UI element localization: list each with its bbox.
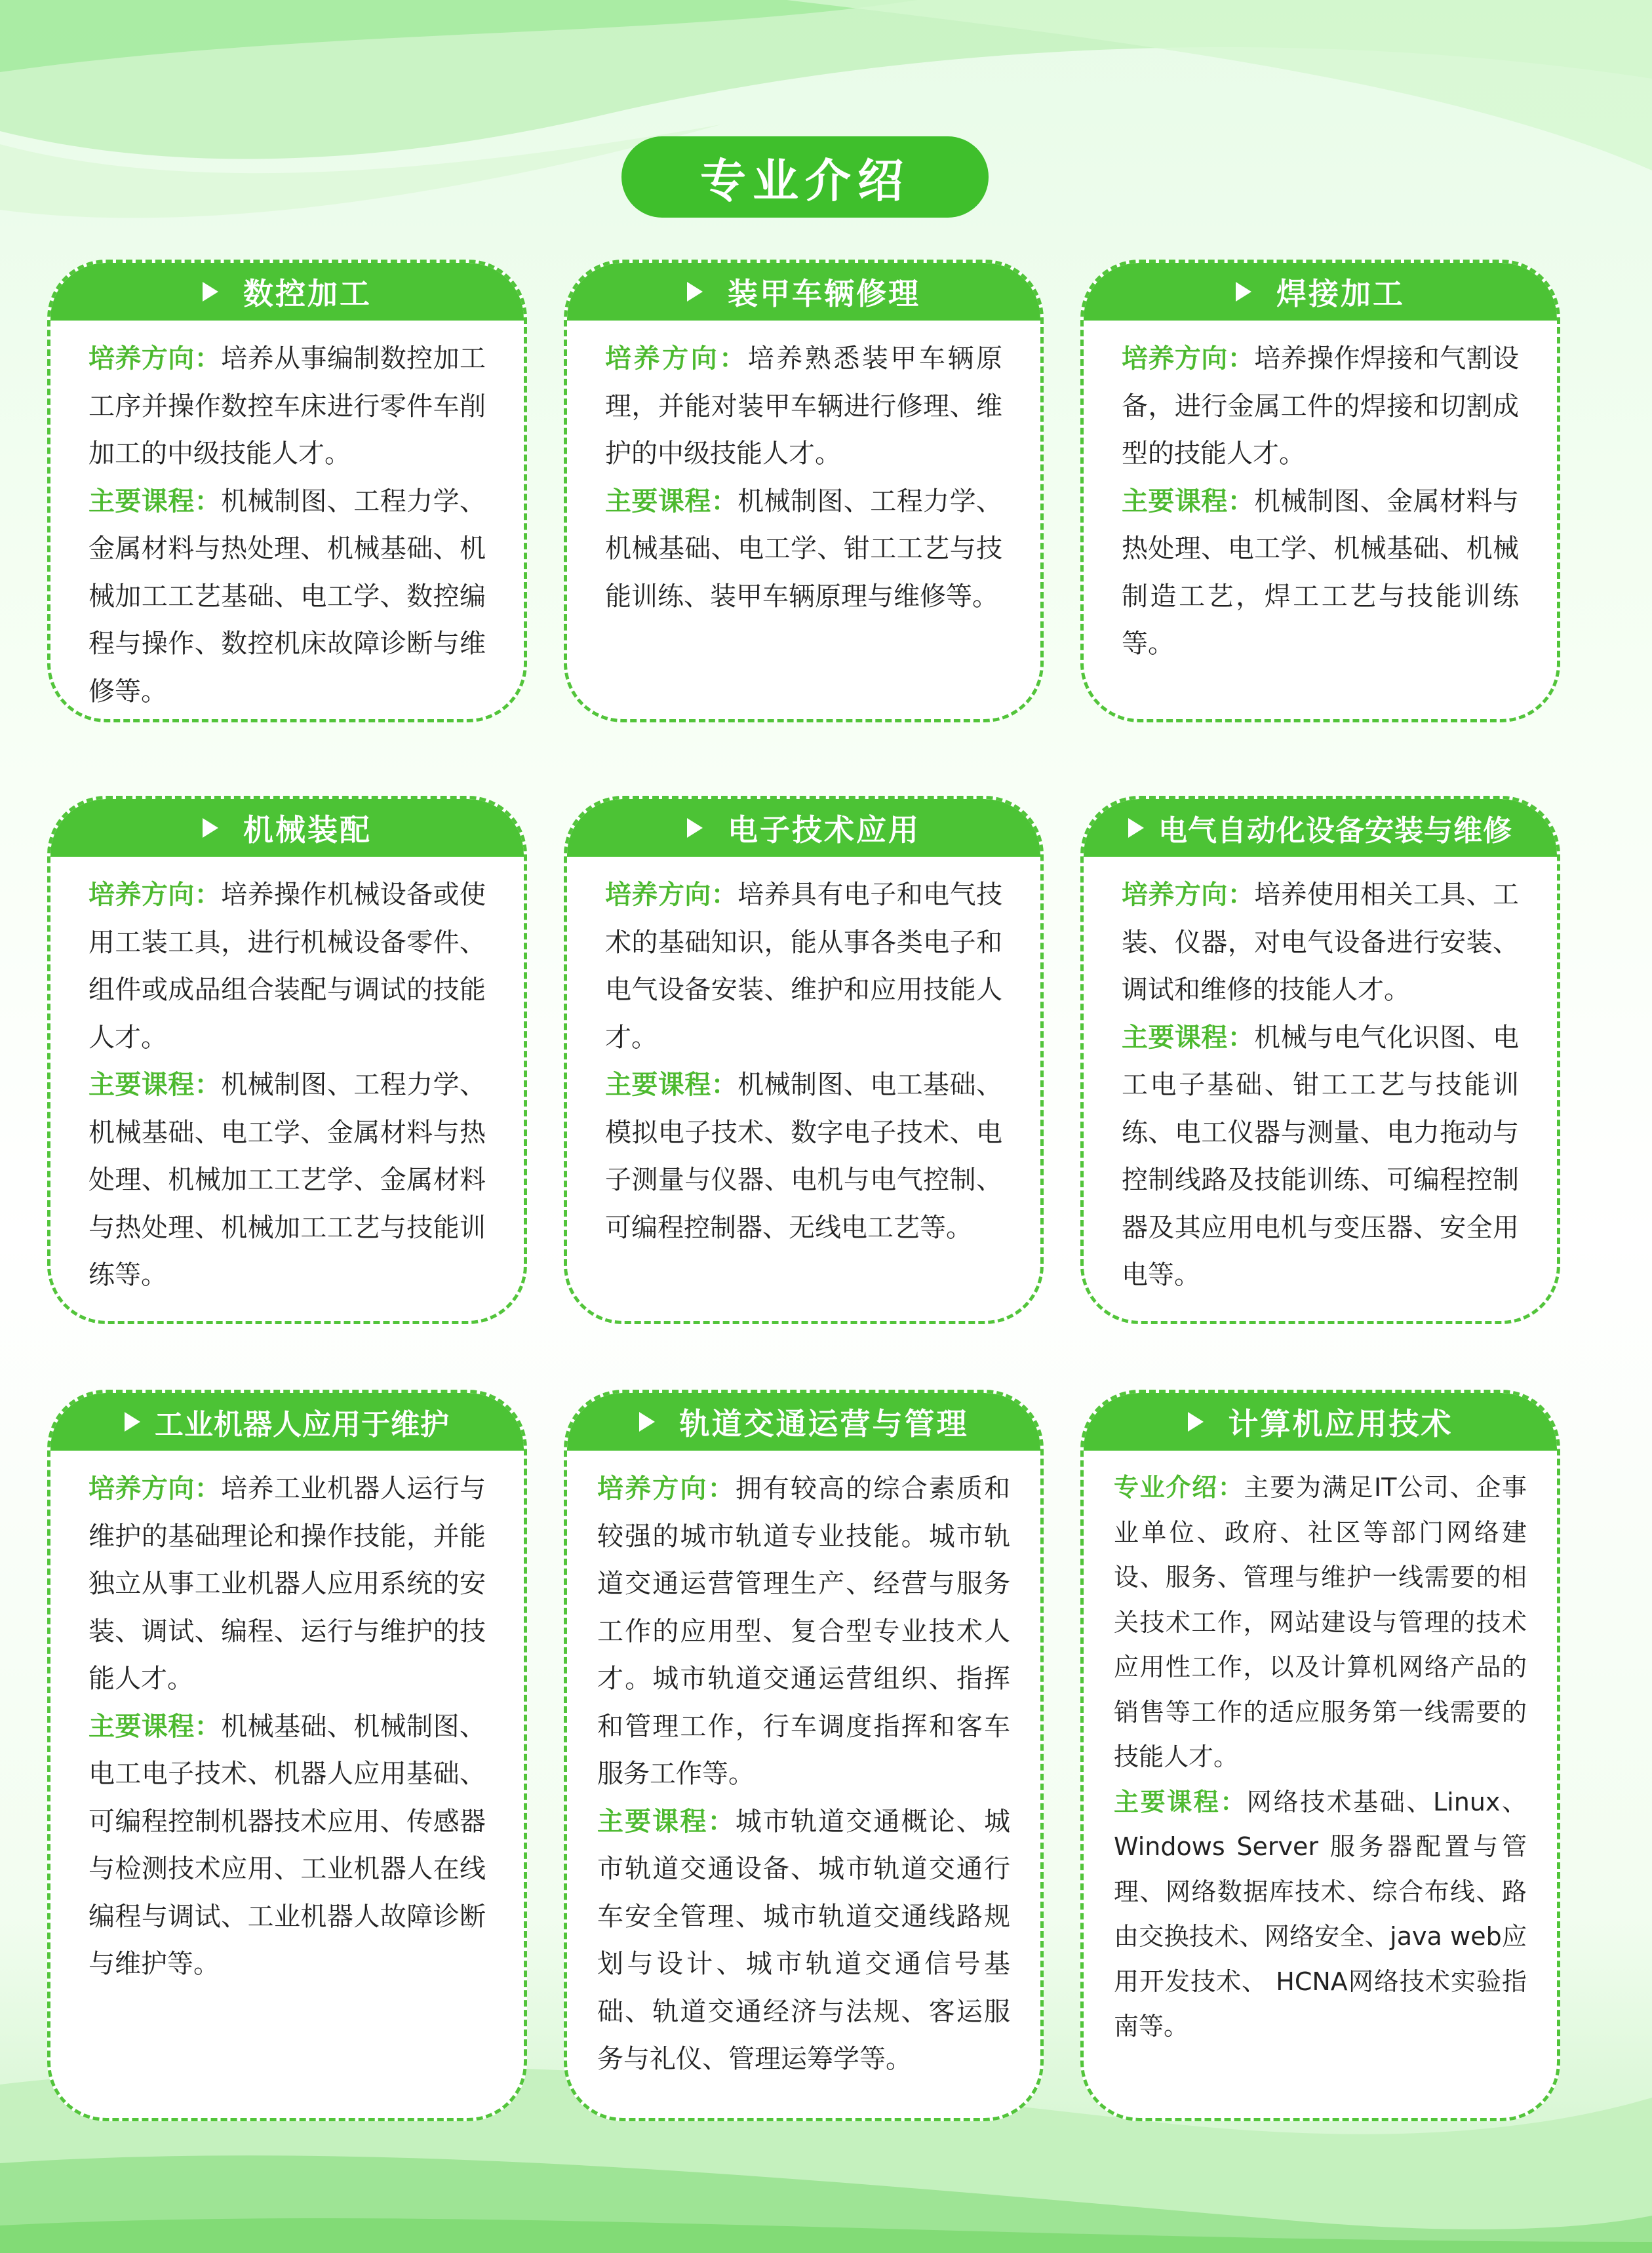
- major-card-welding: [1080, 260, 1560, 722]
- play-arrow-icon: [687, 282, 703, 302]
- card-body: [567, 321, 1040, 620]
- major-card-cnc-machining: [47, 260, 527, 722]
- card-header: [567, 799, 1040, 857]
- main-courses: [88, 1703, 486, 1988]
- card-body: [1084, 321, 1557, 668]
- direction-text: 培养使用相关工具、工装、仪器，对电气设备进行安装、调试和维修的技能人才。: [1122, 880, 1520, 1005]
- direction-label: 培养方向：: [605, 880, 738, 910]
- courses-text: 机械制图、电工基础、模拟电子技术、数字电子技术、电子测量与仪器、电机与电气控制、可编程控制器、无线电工艺等。: [605, 1070, 1003, 1243]
- courses-label: 主要课程：: [88, 1070, 222, 1100]
- training-direction: [88, 1465, 486, 1703]
- main-courses: [1114, 1780, 1527, 2049]
- courses-text: 机械与电气化识图、电工电子基础、钳工工艺与技能训练、电工仪器与测量、电力拖动与控制线路及技能训练、可编程控制器及其应用电机与变压器、安全用电等。: [1122, 1022, 1520, 1290]
- card-header: [50, 799, 524, 857]
- card-header: [567, 1393, 1040, 1451]
- main-courses: [88, 478, 486, 716]
- courses-text: 机械制图、工程力学、 机械基础、电工学、金属材料与热处理、机械加工工艺学、金属材料与热处理、机械加工工艺与技能训练等。: [88, 1070, 486, 1290]
- courses-label: 主要课程：: [88, 486, 222, 517]
- direction-text: 培养操作机械设备或使用工装工具，进行机械设备零件、组件或成品组合装配与调试的技能人才。: [88, 880, 486, 1053]
- major-name: 焊接加工: [1276, 276, 1405, 311]
- main-courses: [597, 1798, 1010, 2083]
- direction-text: 培养工业机器人运行与维护的基础理论和操作技能，并能独立从事工业机器人应用系统的安装、调试、编程、运行与维护的技能人才。: [88, 1474, 486, 1694]
- training-direction: [605, 335, 1002, 478]
- courses-text: 机械制图、工程力学、机械基础、电工学、钳工工艺与技能训练、装甲车辆原理与维修等。: [605, 486, 1003, 612]
- direction-text: 培养操作焊接和气割设备，进行金属工件的焊接和切割成型的技能人才。: [1122, 343, 1520, 469]
- direction-text: 培养熟悉装甲车辆原理，并能对装甲车辆进行修理、维护的中级技能人才。: [605, 343, 1003, 469]
- card-body: [567, 857, 1040, 1251]
- card-header: [1084, 1393, 1557, 1451]
- direction-label: 培养方向：: [597, 1474, 736, 1504]
- training-direction: [1122, 871, 1519, 1014]
- major-name: 电子技术应用: [728, 812, 920, 848]
- page-title: 专业介绍: [621, 136, 989, 218]
- direction-label: 培养方向：: [88, 1474, 222, 1504]
- direction-text: 拥有较高的综合素质和较强的城市轨道专业技能。城市轨道交通运营管理生产、经营与服务工作的应用型、复合型专业技术人才。城市轨道交通运营组织、指挥和管理工作，行车调度指挥和客车服务工作等。: [597, 1474, 1011, 1789]
- play-arrow-icon: [1128, 818, 1144, 838]
- major-intro: [1114, 1465, 1527, 1780]
- courses-label: 主要课程：: [1122, 486, 1255, 517]
- major-card-computer-application: [1080, 1390, 1560, 2121]
- courses-text: 机械制图、工程力学、金属材料与热处理、机械基础、机械加工工艺基础、电工学、数控编程与操作、数控机床故障诊断与维修等。: [88, 486, 486, 707]
- play-arrow-icon: [639, 1412, 655, 1432]
- play-arrow-icon: [203, 282, 218, 302]
- main-courses: [1122, 478, 1519, 668]
- main-courses: [1122, 1014, 1519, 1299]
- intro-label: 专业介绍：: [1114, 1473, 1244, 1502]
- card-body: [50, 321, 524, 715]
- card-header: [1084, 799, 1557, 857]
- major-name: 电气自动化设备安装与维修: [1158, 814, 1512, 848]
- major-name: 数控加工: [243, 276, 372, 311]
- major-card-electronics-application: [564, 796, 1044, 1324]
- card-body: [567, 1451, 1040, 2083]
- intro-text: 主要为满足IT公司、企事业单位、政府、社区等部门网络建设、服务、管理与维护一线需要的相关技术工作，网站建设与管理的技术应用性工作，以及计算机网络产品的销售等工作的适应服务第一线需要的技能人才。: [1114, 1473, 1527, 1771]
- courses-text: 城市轨道交通概论、城市轨道交通设备、城市轨道交通行车安全管理、城市轨道交通线路规划与设计、城市轨道交通信号基础、轨道交通经济与法规、客运服务与礼仪、管理运筹学等。: [597, 1806, 1011, 2074]
- courses-label: 主要课程：: [605, 486, 738, 517]
- card-body: [50, 1451, 524, 1988]
- card-header: [1084, 263, 1557, 321]
- play-arrow-icon: [125, 1412, 140, 1432]
- courses-text: 机械制图、金属材料与热处理、电工学、机械基础、机械制造工艺，焊工工艺与技能训练等。: [1122, 486, 1520, 659]
- direction-label: 培养方向：: [88, 343, 222, 374]
- major-card-electrical-automation: [1080, 796, 1560, 1324]
- courses-label: 主要课程：: [88, 1711, 222, 1742]
- main-courses: [605, 478, 1002, 621]
- card-body: [1084, 857, 1557, 1299]
- main-courses: [605, 1061, 1002, 1251]
- direction-text: 培养从事编制数控加工工序并操作数控车床进行零件车削加工的中级技能人才。: [88, 343, 486, 469]
- major-name: 装甲车辆修理: [728, 276, 920, 311]
- major-card-industrial-robot: [47, 1390, 527, 2121]
- training-direction: [605, 871, 1002, 1061]
- play-arrow-icon: [1188, 1412, 1204, 1432]
- card-body: [50, 857, 524, 1299]
- direction-label: 培养方向：: [1122, 343, 1255, 374]
- direction-text: 培养具有电子和电气技术的基础知识，能从事各类电子和电气设备安装、维护和应用技能人才。: [605, 880, 1003, 1053]
- courses-text: 网络技术基础、Linux、Windows Server 服务器配置与管理、网络数据库技术、综合布线、路由交换技术、网络安全、java web应用开发技术、 HCNA网络技术实验指南等。: [1114, 1787, 1527, 2041]
- training-direction: [1122, 335, 1519, 478]
- training-direction: [88, 871, 486, 1061]
- major-card-rail-transit: [564, 1390, 1044, 2121]
- main-courses: [88, 1061, 486, 1299]
- training-direction: [597, 1465, 1010, 1798]
- card-header: [50, 263, 524, 321]
- courses-label: 主要课程：: [605, 1070, 738, 1100]
- major-card-mechanical-assembly: [47, 796, 527, 1324]
- major-name: 工业机器人应用于维护: [155, 1408, 450, 1441]
- major-card-armored-vehicle-repair: [564, 260, 1044, 722]
- play-arrow-icon: [1236, 282, 1251, 302]
- play-arrow-icon: [687, 818, 703, 838]
- training-direction: [88, 335, 486, 478]
- courses-text: 机械基础、机械制图、电工电子技术、机器人应用基础、可编程控制机器技术应用、传感器与检测技术应用、工业机器人在线编程与调试、工业机器人故障诊断与维护等。: [88, 1711, 486, 1979]
- card-body: [1084, 1451, 1557, 2049]
- courses-label: 主要课程：: [597, 1806, 736, 1837]
- courses-label: 主要课程：: [1114, 1787, 1247, 1816]
- major-name: 计算机应用技术: [1228, 1406, 1453, 1441]
- major-name: 机械装配: [243, 812, 372, 848]
- card-header: [567, 263, 1040, 321]
- direction-label: 培养方向：: [88, 880, 222, 910]
- direction-label: 培养方向：: [605, 343, 748, 374]
- courses-label: 主要课程：: [1122, 1022, 1255, 1053]
- direction-label: 培养方向：: [1122, 880, 1255, 910]
- major-name: 轨道交通运营与管理: [679, 1406, 969, 1441]
- card-header: [50, 1393, 524, 1451]
- play-arrow-icon: [203, 818, 218, 838]
